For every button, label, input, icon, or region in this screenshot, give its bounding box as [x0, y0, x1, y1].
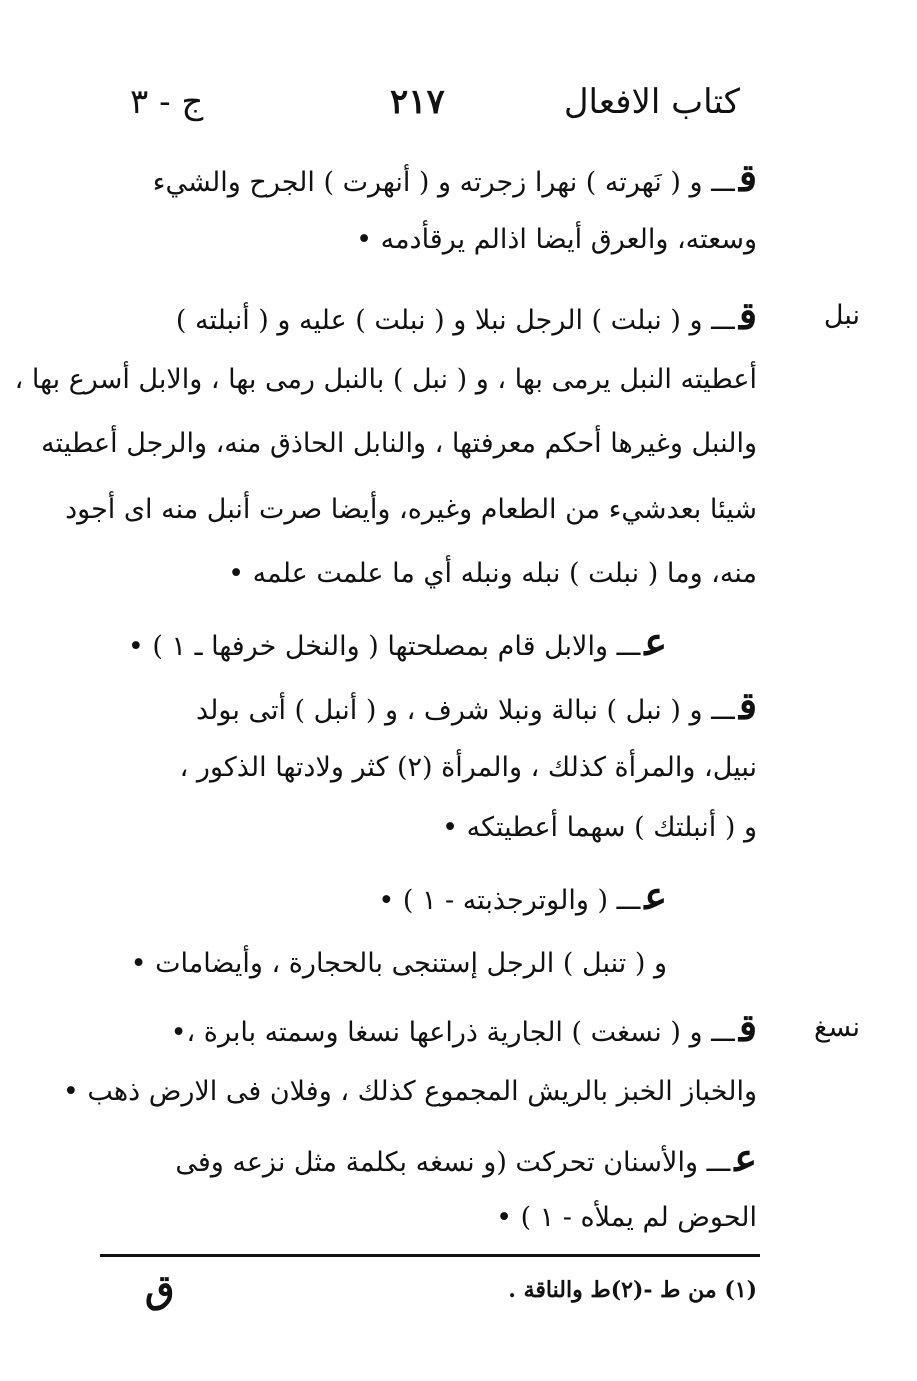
line-text: والنبل وغيرها أحكم معرفتها ، والنابل الحاذق منه، والرجل أعطيته	[41, 428, 757, 459]
section-mark: ق	[738, 155, 757, 200]
volume-number: ج - ٣	[130, 82, 204, 122]
text-line-8	[107, 612, 667, 672]
text-line-16	[107, 1128, 757, 1188]
line-text: ـــ و ( نَهرته ) نهرا زجرته و ( أنهرت ) الجرح والشيء	[152, 167, 735, 198]
text-line-6	[65, 480, 757, 540]
line-text: نبيل، والمرأة كذلك ، والمرأة (٢) كثر ولادتها الذكور ،	[179, 752, 757, 783]
margin-entry-nabl: نبل	[823, 300, 860, 331]
text-line-13	[107, 934, 667, 994]
line-text: وسعته، والعرق أيضا اذالم يرقأدمه •	[356, 224, 757, 255]
line-text: و ( تنبل ) الرجل إستنجى بالحجارة ، وأيضامات •	[130, 948, 667, 979]
line-text: ـــ و ( نبل ) نبالة ونبلا شرف ، و ( أنبل ) أتى بولد	[196, 695, 735, 726]
text-line-14	[107, 998, 757, 1058]
section-mark: ع	[734, 1135, 757, 1180]
line-text: والخباز الخبز بالريش المجموع كذلك ، وفلان فى الارض ذهب •	[62, 1076, 757, 1107]
line-text: ـــ و ( نسغت ) الجارية ذراعها نسغا وسمته بابرة ،•	[170, 1017, 735, 1048]
text-line-17	[107, 1188, 757, 1248]
line-text: ـــ ( والوترجذبته - ١ ) •	[378, 885, 641, 916]
text-line-15	[62, 1062, 757, 1122]
section-mark: ق	[738, 1005, 757, 1050]
section-mark: ق	[738, 293, 757, 338]
line-text: ـــ و ( نبلت ) الرجل نبلا و ( نبلت ) عليه و ( أنبلته )	[175, 305, 735, 336]
line-text: أعطيته النبل يرمى بها ، و ( نبل ) بالنبل رمى بها ، والابل أسرع بها ،	[14, 364, 757, 395]
line-text: الحوض لم يملأه - ١ ) •	[496, 1202, 757, 1233]
text-line-2	[107, 210, 757, 270]
footnote-divider	[100, 1254, 760, 1257]
line-text: و ( أنبلتك ) سهما أعطيتكه •	[442, 812, 757, 843]
catchword: ق	[145, 1266, 175, 1311]
footnote: (١) من ط -(٢)ط والناقة .	[508, 1277, 757, 1303]
page-header	[100, 78, 740, 128]
line-text: منه، وما ( نبلت ) نبله ونبله أي ما علمت علمه •	[228, 558, 757, 589]
page-number: ٢١٧	[390, 82, 445, 122]
text-line-4	[14, 350, 757, 410]
line-text: شيئا بعدشيء من الطعام وغيره، وأيضا صرت أنبل منه اى أجود	[65, 494, 757, 525]
section-mark: ق	[738, 683, 757, 728]
section-mark: ع	[644, 619, 667, 664]
text-line-7	[107, 544, 757, 604]
line-text: ـــ والأسنان تحركت (و نسغه بكلمة مثل نزعه وفى	[175, 1147, 731, 1178]
line-text: ـــ والابل قام بمصلحتها ( والنخل خرفها ـ ١ ) •	[127, 631, 641, 662]
margin-entry-nasagh: نسغ	[814, 1012, 860, 1043]
text-line-12	[107, 866, 667, 926]
text-line-9	[107, 676, 757, 736]
text-line-1	[107, 148, 757, 208]
text-line-10	[107, 738, 757, 798]
text-line-11	[107, 798, 757, 858]
text-line-3	[107, 286, 757, 346]
book-title: كتاب الافعال	[563, 82, 740, 122]
text-line-5	[41, 414, 757, 474]
section-mark: ع	[644, 873, 667, 918]
